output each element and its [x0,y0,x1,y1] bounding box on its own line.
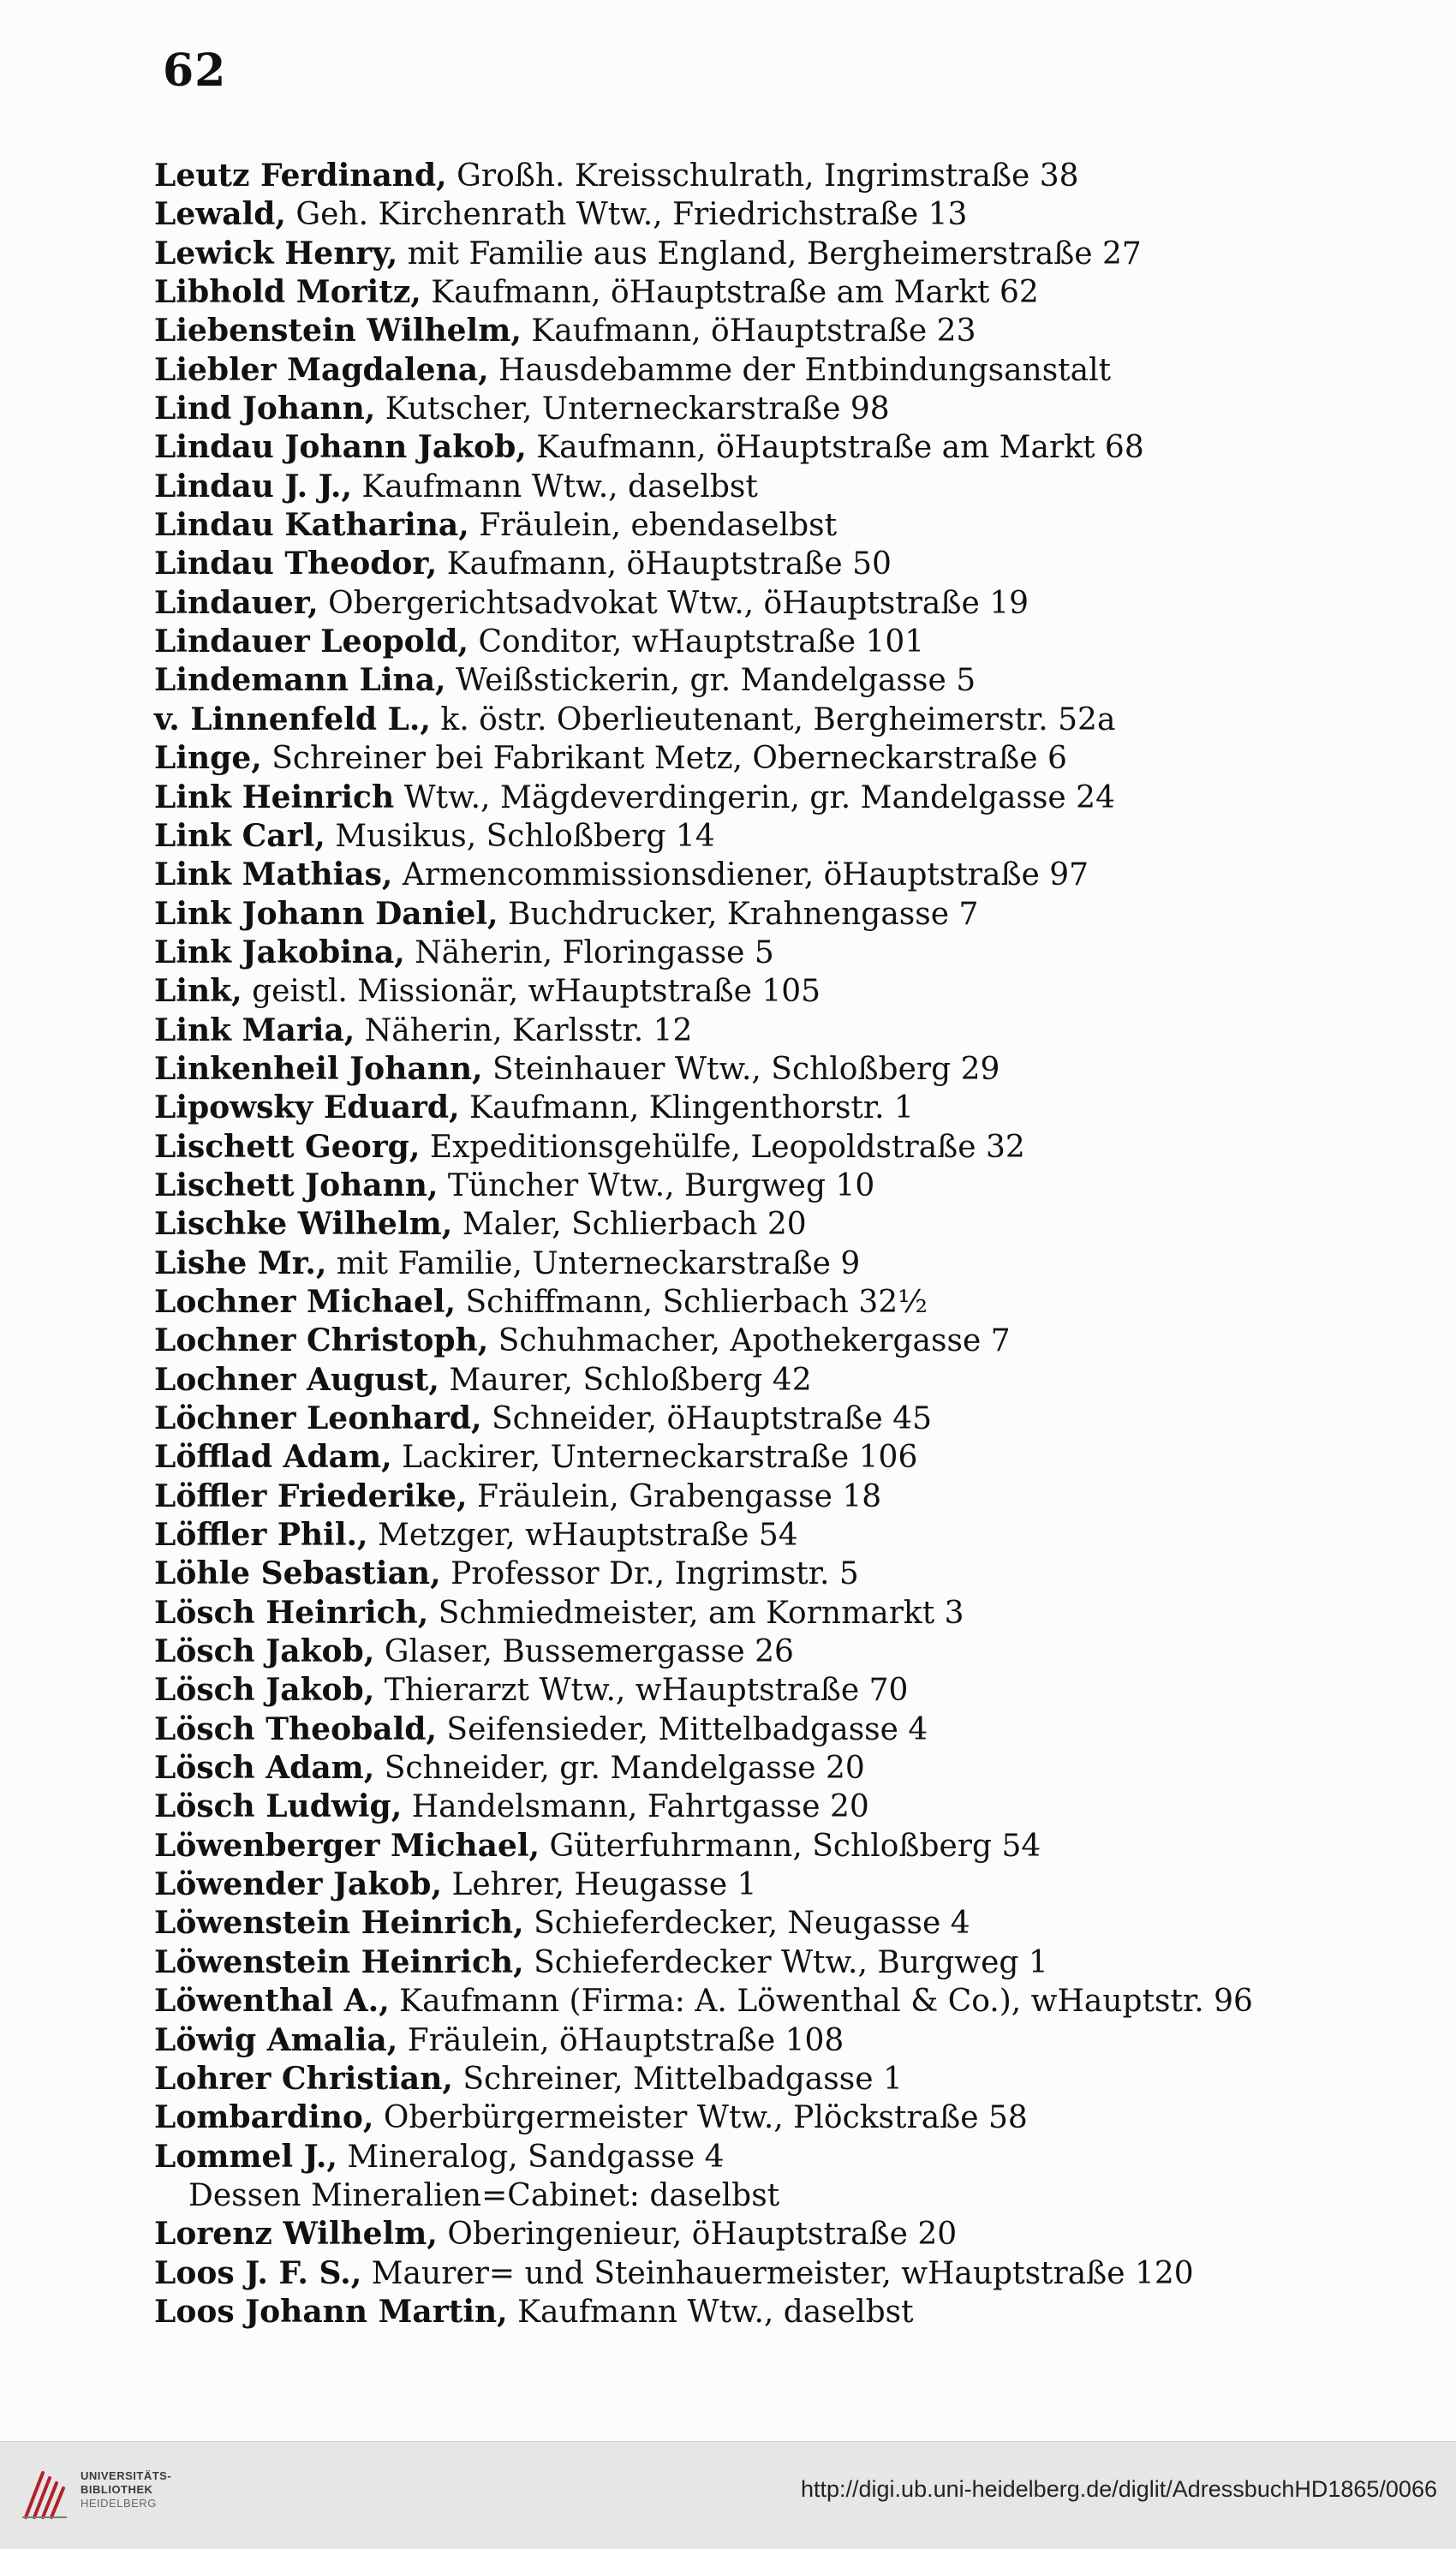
entry-name: Lind Johann, [154,391,376,427]
directory-entry [154,1865,1405,1904]
logo-line-2: BIBLIOTHEK [81,2483,153,2496]
directory-entry [154,1788,1405,1826]
entry-name: Link Johann Daniel, [154,895,498,932]
entry-details: Fräulein, öHauptstraße 108 [397,2022,844,2058]
directory-entry [154,1205,1405,1244]
directory-entry [154,1633,1405,1671]
directory-entry [154,2138,1405,2176]
directory-entry [154,1943,1405,1982]
page-number: 62 [163,45,227,97]
entry-name: Lorenz Wilhelm, [154,2216,438,2253]
entry-details: Kaufmann, öHauptstraße am Markt 62 [421,275,1039,311]
directory-entry [154,390,1405,428]
entry-name: Lindemann Lina, [154,662,446,699]
directory-entry [154,1283,1405,1322]
directory-entry [154,2098,1405,2137]
directory-entry [154,1827,1405,1865]
directory-entry [154,428,1405,467]
entry-details: Kaufmann, Klingenthorstr. 1 [459,1090,914,1126]
entry-details: Steinhauer Wtw., Schloßberg 29 [482,1051,1000,1087]
directory-entry [154,856,1405,894]
logo-line-3: HEIDELBERG [81,2497,157,2510]
entry-details: Glaser, Bussemergasse 26 [374,1634,794,1670]
entry-name: Loos Johann Martin, [154,2293,508,2330]
entry-details: Buchdrucker, Krahnengasse 7 [498,896,979,932]
entry-name: Löchner Leonhard, [154,1400,482,1436]
entry-name: Lösch Heinrich, [154,1594,429,1631]
directory-entry [154,1089,1405,1127]
entry-details: Kutscher, Unterneckarstraße 98 [375,391,890,427]
entry-details: Kaufmann, öHauptstraße 50 [437,546,892,582]
entry-name: Löffler Friederike, [154,1477,468,1514]
entry-details: Kaufmann, öHauptstraße 23 [521,313,976,349]
source-url-link[interactable]: http://digi.ub.uni-heidelberg.de/diglit/AdressbuchHD1865/0066 [800,2476,1437,2502]
entry-name: Lochner August, [154,1361,439,1398]
entry-name: Libhold Moritz, [154,274,421,311]
directory-entry [154,817,1405,856]
entry-details: Dessen Mineralien=Cabinet: daselbst [188,2177,780,2213]
directory-entry [154,1749,1405,1788]
directory-entry [154,1128,1405,1167]
entry-name: Lewick Henry, [154,235,398,272]
directory-entry [154,661,1405,700]
entry-details: Schreiner, Mittelbadgasse 1 [452,2061,903,2097]
entry-name: Liebenstein Wilhelm, [154,313,522,349]
directory-entry [154,1982,1405,2021]
entry-name: Lohrer Christian, [154,2060,453,2097]
directory-entry [154,468,1405,506]
entry-name: Löffler Phil., [154,1517,368,1554]
directory-entry [154,1322,1405,1360]
entry-details: Oberbürgermeister Wtw., Plöckstraße 58 [373,2100,1028,2136]
entry-name: Lischett Georg, [154,1128,421,1165]
entry-details: Güterfuhrmann, Schloßberg 54 [540,1828,1041,1864]
entry-details: Großh. Kreisschulrath, Ingrimstraße 38 [446,158,1079,194]
entry-details: Schieferdecker Wtw., Burgweg 1 [523,1944,1048,1980]
entry-name: Löwenstein Heinrich, [154,1905,524,1942]
directory-entry [154,895,1405,934]
entry-details: Metzger, wHauptstraße 54 [367,1518,798,1554]
entry-name: Lombardino, [154,2099,374,2136]
entry-name: Löwenstein Heinrich, [154,1943,524,1980]
directory-entry [154,273,1405,312]
entry-name: Löhle Sebastian, [154,1555,441,1592]
directory-entry [154,584,1405,623]
entry-name: Lipowsky Eduard, [154,1089,460,1126]
entry-name: Löwender Jakob, [154,1866,442,1903]
entry-name: Lindau Johann Jakob, [154,429,527,466]
entry-details: Näherin, Karlsstr. 12 [355,1012,693,1048]
entry-name: Linkenheil Johann, [154,1050,483,1087]
entry-name: Lösch Ludwig, [154,1788,403,1825]
directory-entry [154,1012,1405,1050]
entry-details: geistl. Missionär, wHauptstraße 105 [242,974,821,1010]
entry-details: Professor Dr., Ingrimstr. 5 [440,1556,859,1592]
entry-details: Schneider, gr. Mandelgasse 20 [374,1751,865,1787]
directory-entry [154,2021,1405,2060]
entry-details: Handelsmann, Fahrtgasse 20 [402,1789,869,1825]
directory-entry [154,1594,1405,1633]
entry-name: Lösch Jakob, [154,1633,375,1670]
directory-entry [154,545,1405,583]
entry-name: Link, [154,973,242,1010]
entry-name: Lindauer Leopold, [154,624,469,660]
entry-details: Schreiner bei Fabrikant Metz, Oberneckarstraße 6 [261,741,1067,777]
entry-details: Schieferdecker, Neugasse 4 [523,1906,970,1942]
directory-entry [154,739,1405,778]
entry-details: Armencommissionsdiener, öHauptstraße 97 [392,857,1089,893]
entry-name: Lischke Wilhelm, [154,1206,453,1243]
directory-entry [154,235,1405,273]
entry-details: Schuhmacher, Apothekergasse 7 [488,1323,1011,1359]
entry-name: Löwig Amalia, [154,2021,398,2058]
directory-entry [154,506,1405,545]
entry-details: Lehrer, Heugasse 1 [442,1867,757,1903]
entry-name: v. Linnenfeld L., [154,701,431,737]
entry-details: Seifensieder, Mittelbadgasse 4 [436,1711,928,1747]
entry-details: Conditor, wHauptstraße 101 [468,624,925,660]
logo-line-1: UNIVERSITÄTS- [81,2469,172,2482]
directory-entry [154,1516,1405,1555]
entry-name: Liebler Magdalena, [154,351,489,388]
directory-entry [154,1671,1405,1710]
entry-details: Lackirer, Unterneckarstraße 106 [391,1440,918,1476]
directory-entry [154,2293,1405,2331]
entry-details: mit Familie, Unterneckarstraße 9 [326,1245,861,1281]
entry-name: Lommel J., [154,2138,337,2175]
entry-details: Maurer= und Steinhauermeister, wHauptstraße 120 [361,2255,1194,2291]
entry-name: Lochner Christoph, [154,1322,489,1359]
directory-entry-list [154,157,1405,2331]
entry-name: Link Jakobina, [154,934,405,970]
directory-entry [154,934,1405,972]
library-logo-text [81,2469,171,2510]
library-logo-icon[interactable] [17,2468,72,2522]
entry-details: Musikus, Schloßberg 14 [325,818,715,854]
entry-name: Link Mathias, [154,857,393,893]
entry-details: Maurer, Schloßberg 42 [439,1362,812,1398]
entry-name: Lösch Jakob, [154,1672,375,1709]
entry-name: Lischett Johann, [154,1167,439,1203]
entry-name: Leutz Ferdinand, [154,158,447,194]
directory-entry [154,2254,1405,2293]
entry-details: Schmiedmeister, am Kornmarkt 3 [428,1595,964,1631]
entry-details: Schiffmann, Schlierbach 32½ [456,1284,928,1320]
directory-entry [154,312,1405,350]
entry-name: Link Carl, [154,817,325,854]
entry-details: Tüncher Wtw., Burgweg 10 [438,1167,875,1203]
entry-name: Loos J. F. S., [154,2254,362,2291]
entry-details: Thierarzt Wtw., wHauptstraße 70 [374,1673,909,1709]
entry-details: Schneider, öHauptstraße 45 [481,1401,932,1436]
directory-entry [154,1167,1405,1205]
entry-name: Lindauer, [154,584,319,621]
entry-name: Linge, [154,740,262,777]
entry-name: Lindau Theodor, [154,546,438,582]
directory-entry [154,1438,1405,1477]
directory-entry [154,972,1405,1011]
entry-name: Lishe Mr., [154,1245,327,1281]
entry-name: Löfflad Adam, [154,1439,392,1476]
directory-entry [154,1710,1405,1749]
directory-entry [154,701,1405,739]
directory-entry [154,779,1405,817]
entry-name: Lochner Michael, [154,1283,456,1320]
directory-entry [154,2215,1405,2254]
directory-entry [154,1050,1405,1089]
entry-details: Kaufmann Wtw., daselbst [351,469,758,504]
entry-name: Löwenberger Michael, [154,1827,540,1864]
entry-name: Lewald, [154,196,286,233]
entry-details: mit Familie aus England, Bergheimerstraße 27 [397,236,1142,272]
entry-details: Fräulein, Grabengasse 18 [467,1478,882,1514]
entry-details: Hausdebamme der Entbindungsanstalt [488,352,1112,388]
directory-entry [154,1361,1405,1400]
entry-details: Kaufmann (Firma: A. Löwenthal & Co.), wHauptstr. 96 [389,1984,1253,2020]
directory-entry [154,2060,1405,2098]
entry-name: Lösch Adam, [154,1750,375,1787]
directory-entry [154,623,1405,661]
entry-details: k. östr. Oberlieutenant, Bergheimerstr. 52a [430,701,1116,737]
entry-details: Mineralog, Sandgasse 4 [337,2139,725,2175]
entry-details: Wtw., Mägdeverdingerin, gr. Mandelgasse 24 [394,779,1115,815]
directory-entry [154,1245,1405,1283]
directory-entry [154,157,1405,195]
entry-details: Maler, Schlierbach 20 [452,1207,807,1243]
entry-name: Lindau Katharina, [154,507,469,544]
entry-details: Kaufmann Wtw., daselbst [507,2294,914,2330]
directory-entry [154,1477,1405,1516]
entry-details: Obergerichtsadvokat Wtw., öHauptstraße 19 [318,585,1029,621]
entry-details: Fräulein, ebendaselbst [468,508,838,544]
entry-details: Expeditionsgehülfe, Leopoldstraße 32 [420,1129,1025,1165]
directory-entry [154,1400,1405,1438]
entry-name: Lösch Theobald, [154,1710,437,1747]
entry-details: Geh. Kirchenrath Wtw., Friedrichstraße 13 [285,197,968,233]
directory-entry [154,1555,1405,1593]
directory-entry [154,351,1405,390]
directory-entry [154,1904,1405,1943]
entry-name: Lindau J. J., [154,468,352,504]
entry-details: Oberingenieur, öHauptstraße 20 [437,2217,958,2253]
entry-name: Link Maria, [154,1012,355,1048]
entry-details: Weißstickerin, gr. Mandelgasse 5 [445,663,976,699]
entry-name: Link Heinrich [154,779,395,815]
directory-entry [154,2176,1405,2215]
entry-details: Näherin, Floringasse 5 [404,934,774,970]
entry-name: Löwenthal A., [154,1983,390,2020]
viewer-footer [0,2441,1456,2549]
directory-entry [154,195,1405,234]
entry-details: Kaufmann, öHauptstraße am Markt 68 [526,430,1144,466]
